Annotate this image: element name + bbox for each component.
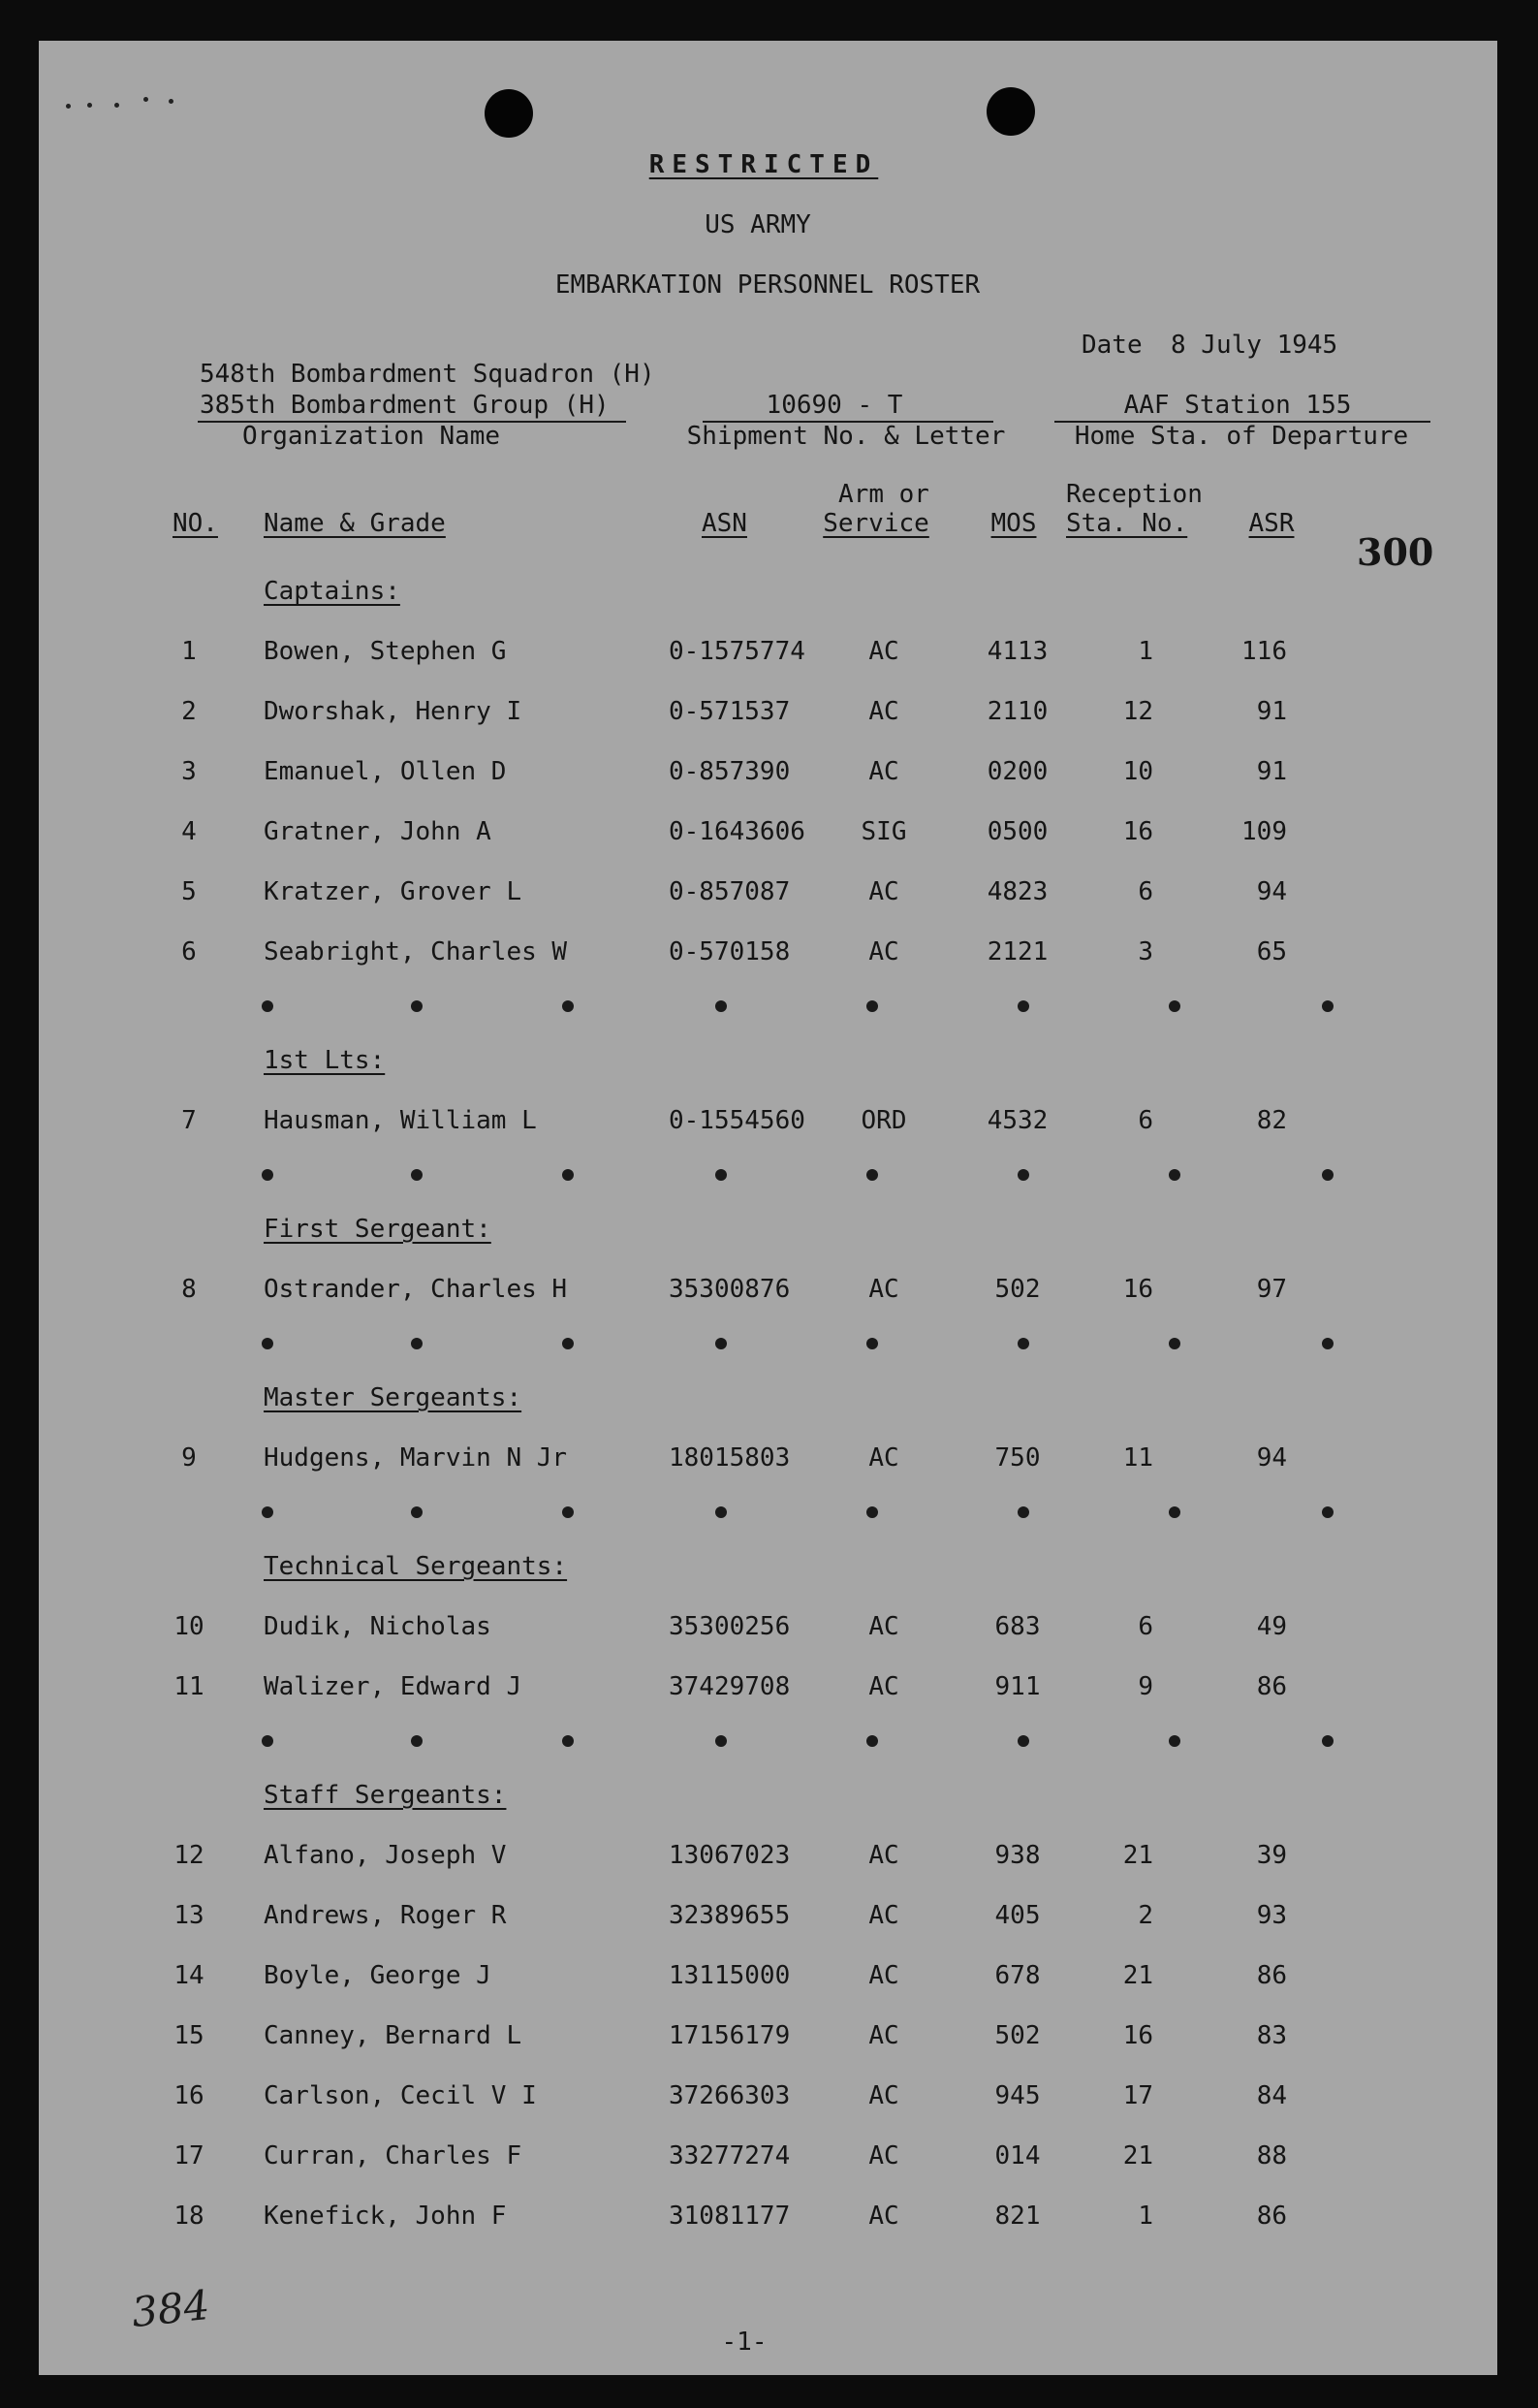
separator-dot (715, 1000, 727, 1012)
cell-rec: 2 (1138, 1901, 1153, 1930)
cell-name: Ostrander, Charles H (264, 1275, 568, 1304)
separator-dot (1169, 1000, 1180, 1012)
separator-dot (262, 1000, 273, 1012)
cell-asr: 39 (1256, 1841, 1287, 1870)
separator-dot (1018, 1169, 1029, 1181)
cell-asr: 86 (1256, 1672, 1287, 1701)
cell-rec: 9 (1138, 1672, 1153, 1701)
classification-heading: RESTRICTED (648, 150, 879, 179)
cell-mos: 683 (994, 1612, 1041, 1641)
cell-arm: AC (868, 2141, 899, 2170)
cell-mos: 405 (994, 1901, 1041, 1930)
cell-rec: 6 (1138, 877, 1153, 906)
cell-mos: 014 (994, 2141, 1041, 2170)
cell-asr: 83 (1256, 2021, 1287, 2050)
cell-no: 16 (173, 2081, 204, 2110)
cell-name: Hausman, William L (264, 1106, 537, 1135)
cell-arm: AC (868, 2081, 899, 2110)
cell-name: Seabright, Charles W (264, 937, 568, 966)
cell-asr: 109 (1241, 817, 1287, 846)
cell-name: Bowen, Stephen G (264, 637, 507, 666)
separator-dot (1322, 1338, 1334, 1349)
date-label: Date (1082, 331, 1143, 360)
station-caption: Home Sta. of Departure (1074, 422, 1409, 451)
cell-arm: AC (868, 1672, 899, 1701)
cell-arm: AC (868, 1961, 899, 1990)
agency-heading: US ARMY (705, 210, 811, 239)
col-reception-line2: Sta. No. (1066, 509, 1188, 538)
cell-asn: 0-571537 (669, 697, 791, 726)
cell-asr: 65 (1256, 937, 1287, 966)
separator-dot (562, 1735, 574, 1747)
cell-no: 7 (181, 1106, 197, 1135)
separator-dot (715, 1506, 727, 1518)
punch-hole-left (485, 89, 533, 138)
col-arm-line2: Service (823, 509, 929, 538)
cell-asn: 0-570158 (669, 937, 791, 966)
cell-mos: 0200 (987, 757, 1049, 786)
separator-dot (411, 1506, 423, 1518)
cell-no: 5 (181, 877, 197, 906)
cell-mos: 750 (994, 1443, 1041, 1473)
cell-arm: AC (868, 1275, 899, 1304)
separator-dot (1322, 1506, 1334, 1518)
cell-name: Alfano, Joseph V (264, 1841, 507, 1870)
cell-asn: 13115000 (669, 1961, 791, 1990)
cell-asn: 32389655 (669, 1901, 791, 1930)
separator-dot (866, 1506, 878, 1518)
col-name: Name & Grade (264, 509, 446, 538)
separator-dot (562, 1000, 574, 1012)
col-mos: MOS (990, 509, 1037, 538)
group-heading: First Sergeant: (264, 1215, 491, 1244)
cell-rec: 1 (1138, 637, 1153, 666)
cell-rec: 6 (1138, 1106, 1153, 1135)
cell-rec: 16 (1122, 2021, 1153, 2050)
cell-no: 4 (181, 817, 197, 846)
col-reception-line1: Reception (1066, 480, 1203, 509)
cell-no: 2 (181, 697, 197, 726)
cell-asr: 91 (1256, 757, 1287, 786)
separator-dot (1169, 1735, 1180, 1747)
cell-arm: AC (868, 1901, 899, 1930)
cell-asn: 33277274 (669, 2141, 791, 2170)
shipment-caption: Shipment No. & Letter (686, 422, 1006, 451)
cell-rec: 12 (1122, 697, 1153, 726)
cell-asn: 31081177 (669, 2202, 791, 2231)
separator-dot (1018, 1000, 1029, 1012)
cell-arm: AC (868, 1612, 899, 1641)
cell-mos: 911 (994, 1672, 1041, 1701)
separator-dot (715, 1735, 727, 1747)
separator-dot (1322, 1169, 1334, 1181)
page-number: -1- (721, 2328, 768, 2357)
cell-name: Carlson, Cecil V I (264, 2081, 537, 2110)
separator-dot (866, 1169, 878, 1181)
cell-no: 6 (181, 937, 197, 966)
cell-name: Walizer, Edward J (264, 1672, 522, 1701)
station-value: AAF Station 155 (1123, 391, 1352, 420)
cell-no: 15 (173, 2021, 204, 2050)
cell-arm: AC (868, 757, 899, 786)
cell-asr: 84 (1256, 2081, 1287, 2110)
organization-caption: Organization Name (241, 422, 501, 451)
separator-dot (1018, 1338, 1029, 1349)
cell-arm: AC (868, 637, 899, 666)
separator-dot (262, 1506, 273, 1518)
cell-asn: 13067023 (669, 1841, 791, 1870)
cell-no: 12 (173, 1841, 204, 1870)
cell-no: 13 (173, 1901, 204, 1930)
separator-dot (1018, 1735, 1029, 1747)
cell-no: 10 (173, 1612, 204, 1641)
group-heading: Technical Sergeants: (264, 1552, 568, 1581)
cell-mos: 821 (994, 2202, 1041, 2231)
separator-dot (715, 1338, 727, 1349)
page-stamp: 300 (1357, 530, 1434, 574)
cell-no: 1 (181, 637, 197, 666)
cell-rec: 11 (1122, 1443, 1153, 1473)
separator-dot (1322, 1735, 1334, 1747)
cell-rec: 16 (1122, 1275, 1153, 1304)
cell-name: Dworshak, Henry I (264, 697, 522, 726)
cell-asn: 0-1575774 (669, 637, 805, 666)
separator-dot (411, 1169, 423, 1181)
cell-asn: 0-1554560 (669, 1106, 805, 1135)
cell-rec: 16 (1122, 817, 1153, 846)
cell-mos: 2121 (987, 937, 1049, 966)
cell-asn: 37429708 (669, 1672, 791, 1701)
cell-name: Kenefick, John F (264, 2202, 507, 2231)
organization-line-1: 548th Bombardment Squadron (H) (200, 360, 655, 389)
separator-dot (262, 1735, 273, 1747)
cell-mos: 938 (994, 1841, 1041, 1870)
handwritten-note: 384 (129, 2280, 212, 2337)
cell-mos: 945 (994, 2081, 1041, 2110)
cell-asr: 94 (1256, 1443, 1287, 1473)
cell-asr: 86 (1256, 2202, 1287, 2231)
separator-dot (1169, 1506, 1180, 1518)
cell-no: 11 (173, 1672, 204, 1701)
cell-arm: AC (868, 877, 899, 906)
separator-dot (1169, 1169, 1180, 1181)
cell-rec: 21 (1122, 2141, 1153, 2170)
col-asn: ASN (702, 509, 747, 538)
cell-arm: AC (868, 937, 899, 966)
cell-mos: 2110 (987, 697, 1049, 726)
cell-name: Andrews, Roger R (264, 1901, 507, 1930)
cell-arm: AC (868, 1841, 899, 1870)
roster-page (39, 41, 1497, 2375)
cell-mos: 502 (994, 2021, 1041, 2050)
separator-dot (562, 1169, 574, 1181)
cell-asn: 18015803 (669, 1443, 791, 1473)
cell-name: Curran, Charles F (264, 2141, 522, 2170)
cell-rec: 21 (1122, 1961, 1153, 1990)
cell-no: 18 (173, 2202, 204, 2231)
col-asr: ASR (1248, 509, 1295, 538)
cell-no: 14 (173, 1961, 204, 1990)
cell-rec: 6 (1138, 1612, 1153, 1641)
separator-dot (562, 1506, 574, 1518)
cell-asr: 116 (1241, 637, 1287, 666)
separator-dot (866, 1338, 878, 1349)
cell-asr: 91 (1256, 697, 1287, 726)
group-heading: Staff Sergeants: (264, 1781, 507, 1810)
col-no: NO. (173, 509, 218, 538)
group-heading: 1st Lts: (264, 1046, 386, 1075)
separator-dot (411, 1338, 423, 1349)
cell-mos: 4113 (987, 637, 1049, 666)
cell-name: Kratzer, Grover L (264, 877, 522, 906)
cell-asr: 94 (1256, 877, 1287, 906)
cell-name: Hudgens, Marvin N Jr (264, 1443, 568, 1473)
cell-name: Emanuel, Ollen D (264, 757, 507, 786)
cell-asr: 86 (1256, 1961, 1287, 1990)
cell-no: 8 (181, 1275, 197, 1304)
group-heading: Captains: (264, 577, 400, 606)
cell-rec: 10 (1122, 757, 1153, 786)
cell-asr: 97 (1256, 1275, 1287, 1304)
separator-dot (411, 1000, 423, 1012)
cell-asn: 0-857087 (669, 877, 791, 906)
group-heading: Master Sergeants: (264, 1383, 522, 1412)
cell-arm: AC (868, 2021, 899, 2050)
cell-asn: 35300876 (669, 1275, 791, 1304)
cell-asn: 35300256 (669, 1612, 791, 1641)
cell-mos: 502 (994, 1275, 1041, 1304)
separator-dot (1018, 1506, 1029, 1518)
cell-rec: 17 (1122, 2081, 1153, 2110)
form-title: EMBARKATION PERSONNEL ROSTER (554, 270, 981, 300)
cell-name: Gratner, John A (264, 817, 491, 846)
punch-hole-right (987, 87, 1035, 136)
shipment-value: 10690 - T (766, 391, 903, 420)
cell-asn: 0-1643606 (669, 817, 805, 846)
cell-arm: AC (868, 1443, 899, 1473)
cell-asn: 17156179 (669, 2021, 791, 2050)
cell-arm: SIG (861, 817, 907, 846)
cell-mos: 678 (994, 1961, 1041, 1990)
cell-mos: 4823 (987, 877, 1049, 906)
cell-arm: AC (868, 697, 899, 726)
cell-mos: 0500 (987, 817, 1049, 846)
cell-no: 9 (181, 1443, 197, 1473)
cell-asn: 0-857390 (669, 757, 791, 786)
separator-dot (1322, 1000, 1334, 1012)
separator-dot (411, 1735, 423, 1747)
separator-dot (262, 1169, 273, 1181)
cell-mos: 4532 (987, 1106, 1049, 1135)
cell-asr: 82 (1256, 1106, 1287, 1135)
cell-asr: 93 (1256, 1901, 1287, 1930)
date-value: 8 July 1945 (1171, 331, 1338, 360)
cell-no: 17 (173, 2141, 204, 2170)
separator-dot (562, 1338, 574, 1349)
cell-asn: 37266303 (669, 2081, 791, 2110)
separator-dot (866, 1000, 878, 1012)
separator-dot (715, 1169, 727, 1181)
cell-name: Boyle, George J (264, 1961, 491, 1990)
separator-dot (262, 1338, 273, 1349)
organization-line-2: 385th Bombardment Group (H) (200, 391, 610, 420)
col-arm-line1: Arm or (838, 480, 929, 509)
cell-no: 3 (181, 757, 197, 786)
cell-arm: AC (868, 2202, 899, 2231)
cell-rec: 1 (1138, 2202, 1153, 2231)
separator-dot (1169, 1338, 1180, 1349)
cell-rec: 3 (1138, 937, 1153, 966)
cell-asr: 88 (1256, 2141, 1287, 2170)
cell-arm: ORD (861, 1106, 907, 1135)
cell-name: Canney, Bernard L (264, 2021, 522, 2050)
cell-rec: 21 (1122, 1841, 1153, 1870)
cell-asr: 49 (1256, 1612, 1287, 1641)
separator-dot (866, 1735, 878, 1747)
cell-name: Dudik, Nicholas (264, 1612, 491, 1641)
